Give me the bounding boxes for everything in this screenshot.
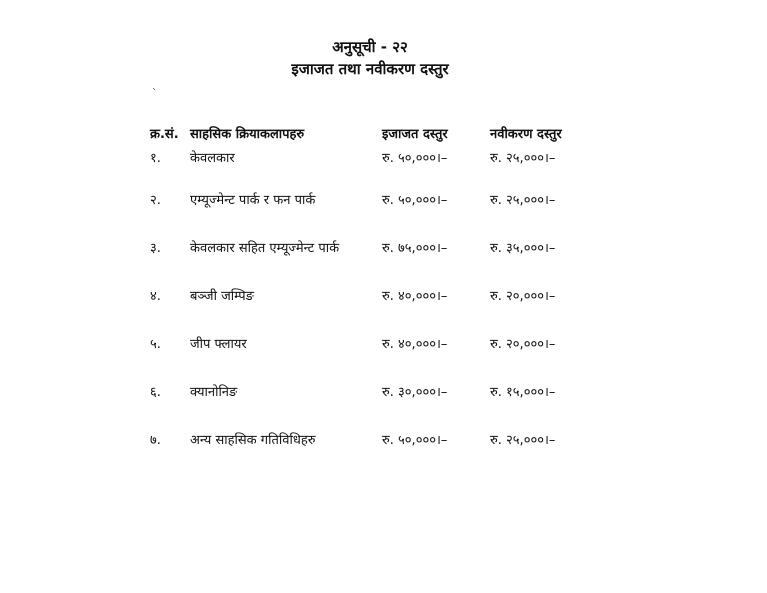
row-permit-fee: रु. ३०,०००।– — [382, 385, 448, 400]
row-activity: अन्य साहसिक गतिविधिहरु — [190, 433, 316, 448]
schedule-subtitle: इजाजत तथा नवीकरण दस्तुर — [291, 60, 449, 78]
row-renewal-fee: रु. ३५,०००।– — [490, 241, 556, 256]
table-row — [150, 328, 600, 376]
row-serial: ५. — [150, 337, 161, 352]
row-activity: बञ्जी जम्पिङ — [190, 289, 254, 304]
row-serial: ४. — [150, 289, 161, 304]
row-activity: क्यानोनिङ — [190, 385, 238, 400]
table-header-row — [150, 120, 600, 146]
row-permit-fee: रु. ४०,०००।– — [382, 337, 448, 352]
row-permit-fee: रु. ५०,०००।– — [382, 151, 448, 166]
header-renewal-fee: नवीकरण दस्तुर — [490, 127, 562, 142]
row-serial: ३. — [150, 241, 161, 256]
title-block — [240, 36, 500, 80]
row-activity: केवलकार सहित एम्यूज्मेन्ट पार्क — [190, 241, 340, 256]
row-renewal-fee: रु. २५,०००।– — [490, 193, 556, 208]
row-activity: केवलकार — [190, 151, 235, 166]
table-row — [150, 376, 600, 424]
schedule-title: अनुसूची - २२ — [332, 38, 408, 56]
row-renewal-fee: रु. २०,०००।– — [490, 289, 556, 304]
table-row — [150, 280, 600, 328]
row-renewal-fee: रु. २०,०००।– — [490, 337, 556, 352]
header-permit-fee: इजाजत दस्तुर — [382, 127, 448, 142]
row-permit-fee: रु. ५०,०००।– — [382, 193, 448, 208]
row-serial: २. — [150, 193, 161, 208]
row-permit-fee: रु. ७५,०००।– — [382, 241, 448, 256]
header-activity: साहसिक क्रियाकलापहरु — [190, 127, 305, 142]
row-activity: जीप फ्लायर — [190, 337, 247, 352]
stray-mark: ` — [152, 88, 157, 99]
row-renewal-fee: रु. २५,०००।– — [490, 433, 556, 448]
row-serial: ६. — [150, 385, 161, 400]
row-renewal-fee: रु. २५,०००।– — [490, 151, 556, 166]
fee-table — [150, 120, 600, 472]
row-serial: १. — [150, 151, 161, 166]
row-permit-fee: रु. ४०,०००।– — [382, 289, 448, 304]
row-permit-fee: रु. ५०,०००।– — [382, 433, 448, 448]
table-row — [150, 184, 600, 232]
row-activity: एम्यूज्मेन्ट पार्क र फन पार्क — [190, 193, 316, 208]
row-renewal-fee: रु. १५,०००।– — [490, 385, 556, 400]
table-row — [150, 232, 600, 280]
table-row — [150, 146, 600, 184]
table-row — [150, 424, 600, 472]
header-serial: क्र.सं. — [150, 127, 179, 142]
row-serial: ७. — [150, 433, 161, 448]
